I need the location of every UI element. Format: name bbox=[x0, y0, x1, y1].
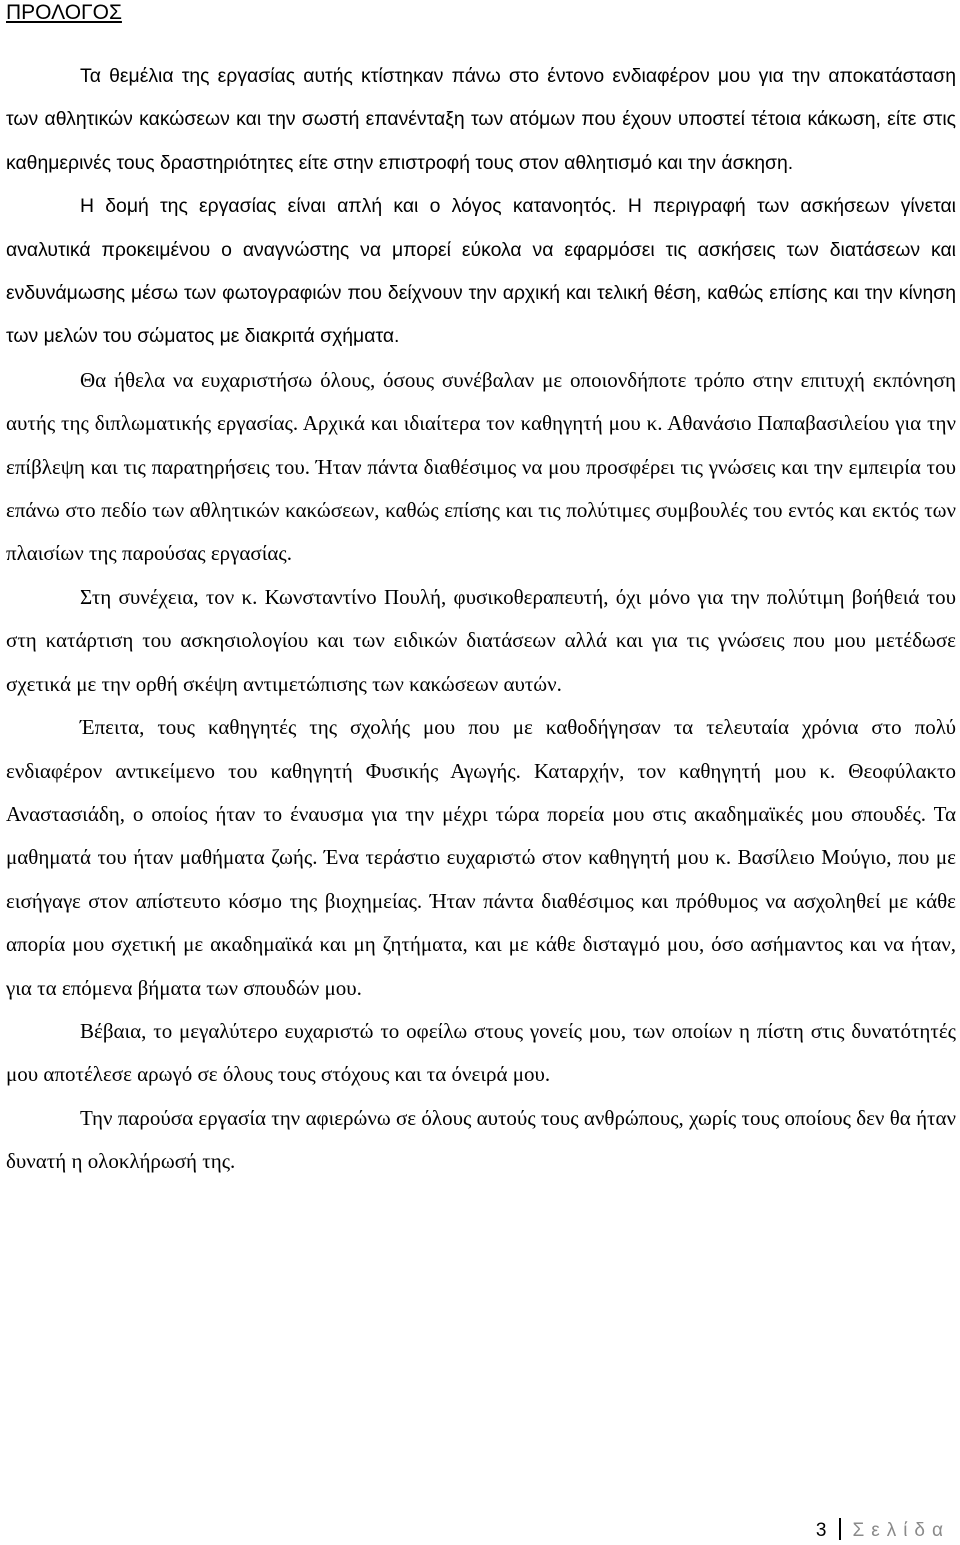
paragraph-structure: Η δομή της εργασίας είναι απλή και ο λόγος κατανοητός. Η περιγραφή των ασκήσεων γίνεται αναλυτικά προκειμένου ο αναγνώστης να μπορεί εύκολα να εφαρμόσει τις ασκήσεις των διατάσεων και ενδυνάμωσης μέσω των φωτογραφιών που δείχνουν την αρχική και τελική θέση, καθώς επίσης και την κίνηση των μελών του σώματος με διακριτά σχήματα. bbox=[6, 195, 956, 348]
page-label: Σελίδα bbox=[852, 1520, 950, 1541]
paragraph-thanks-physiotherapist: Στη συνέχεια, τον κ. Κωνσταντίνο Πουλή, φυσικοθεραπευτή, όχι μόνο για την πολύτιμη βοήθειά του στη κατάρτιση του ασκησιολογίου και των ειδικών διατάσεων αλλά και για τις γνώσεις που μου μετέδωσε σχετικά με την ορθή σκέψη αντιμετώπισης των κακώσεων αυτών. bbox=[6, 584, 956, 696]
paragraph-dedication: Την παρούσα εργασία την αφιερώνω σε όλους αυτούς τους ανθρώπους, χωρίς τους οποίους δεν θα ήταν δυνατή η ολοκλήρωσή της. bbox=[6, 1105, 956, 1174]
paragraph-thanks-supervisor: Θα ήθελα να ευχαριστήσω όλους, όσους συνέβαλαν με οποιονδήποτε τρόπο στην επιτυχή εκπόνηση αυτής της διπλωματικής εργασίας. Αρχικά και ιδιαίτερα τον καθηγητή μου κ. Αθανάσιο Παπαβασιλείου για την επίβλεψη και τις παρατηρήσεις του. Ήταν πάντα διαθέσιμος να μου προσφέρει τις γνώσεις και την εμπειρία του επάνω στο πεδίο των αθλητικών κακώσεων, καθώς επίσης και τις πολύτιμες συμβουλές του εντός και εκτός των πλαισίων της παρούσας εργασίας. bbox=[6, 367, 956, 566]
page-title: ΠΡΟΛΟΓΟΣ bbox=[6, 1, 122, 24]
footer-divider bbox=[839, 1518, 841, 1540]
paragraph-thanks-parents: Βέβαια, το μεγαλύτερο ευχαριστώ το οφείλω στους γονείς μου, των οποίων η πίστη στις δυνατότητές μου αποτέλεσε αρωγό σε όλους τους στόχους και τα όνειρά μου. bbox=[6, 1018, 956, 1087]
paragraph-thanks-professors: Έπειτα, τους καθηγητές της σχολής μου που με καθοδήγησαν τα τελευταία χρόνια στο πολύ ενδιαφέρον αντικείμενο του καθηγητή Φυσικής Αγωγής. Καταρχήν, τον καθηγητή μου κ. Θεοφύλακτο Αναστασιάδη, ο οποίος ήταν το έναυσμα για την μέχρι τώρα πορεία μου στις ακαδημαϊκές μου σπουδές. Τα μαθηματά του ήταν μαθήματα ζωής. Ένα τεράστιο ευχαριστώ στον καθηγητή μου κ. Βασίλειο Μούγιο, που με εισήγαγε στον απίστευτο κόσμο της βιοχημείας. Ήταν πάντα διαθέσιμος και πρόθυμος να ασχοληθεί με κάθε απορία μου σχετική με ακαδημαϊκά και μη ζητήματα, και με κάθε δισταγμό μου, όσο ασήμαντος και να ήταν, για τα επόμενα βήματα των σπουδών μου. bbox=[6, 715, 956, 1000]
page-number: 3 bbox=[815, 1520, 827, 1541]
paragraph-intro: Τα θεμέλια της εργασίας αυτής κτίστηκαν πάνω στο έντονο ενδιαφέρον μου για την αποκατάσταση των αθλητικών κακώσεων και την σωστή επανένταξη των ατόμων που έχουν υποστεί τέτοια κάκωση, είτε στις καθημερινές τους δραστηριότητες είτε στην επιστροφή τους στον αθλητισμό και την άσκηση. bbox=[6, 65, 956, 174]
page-footer bbox=[816, 1518, 950, 1543]
document-body bbox=[6, 55, 956, 1184]
